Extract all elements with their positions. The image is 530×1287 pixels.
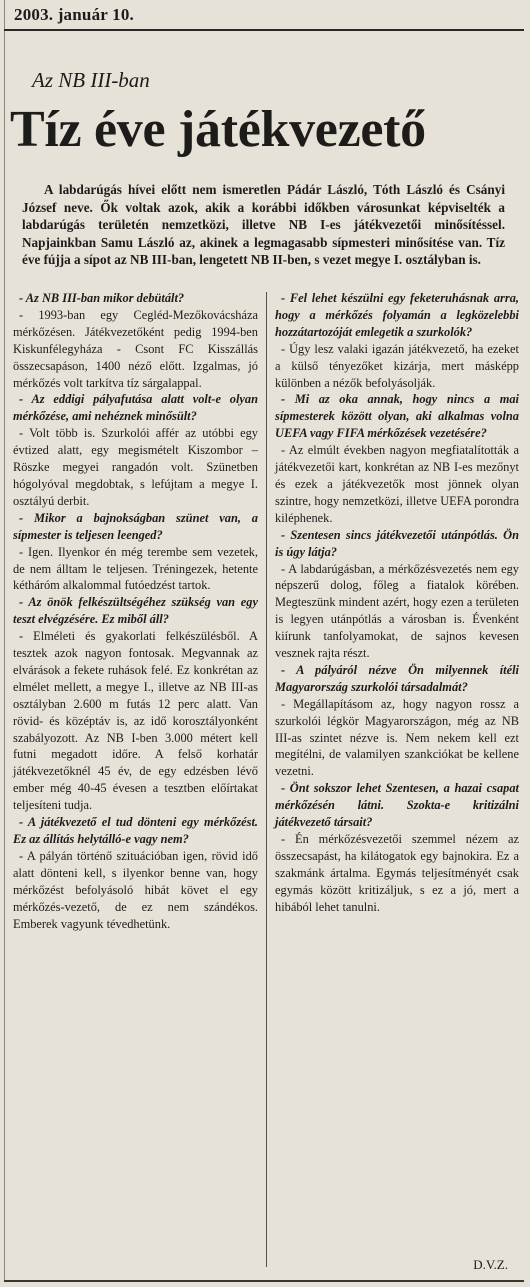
interview-answer: - A labdarúgásban, a mérkőzésvezetés nem egy népszerű dolog, főleg a fiatalok körében. Megteszünk mindent azért, hogy ezen a területen is legyen utánpótlás a városban is. Évenként kiírunk tanfolyamokat, de sajnos kevesen vesznek rajta részt. [275, 561, 519, 661]
interview-answer: - Volt több is. Szurkolói affér az utóbbi egy évtized alatt, egy megismételt Kiszombor – Röszke megyei rangadón volt. Szünetben hógolyóval megdobtak, s lefújtam a megye I. osztályú derbit. [13, 426, 258, 508]
author-signature: D.V.Z. [473, 1257, 508, 1272]
interview-question: - Szentesen sincs játékvezetői utánpótlás. Ön is úgy látja? [275, 527, 519, 559]
interview-question: - Önt sokszor lehet Szentesen, a hazai csapat mérkőzésén látni. Szokta-e kritizálni játékvezető társait? [275, 781, 519, 830]
interview-question: - Az NB III-ban mikor debütált? [19, 291, 185, 305]
interview-question: - A pályáról nézve Ön milyennek ítéli Magyarország szurkolói társadalmát? [275, 662, 519, 694]
date-bar [4, 0, 524, 31]
interview-question: - A játékvezető el tud dönteni egy mérkőzést. Ez az állítás helytálló-e vagy nem? [13, 815, 258, 846]
interview-answer: - Megállapításom az, hogy nagyon rossz a szurkolói légkör Magyarországon, még az NB III-as szintet nézve is. Nem nekem kell ezt megítélni, de valamilyen szankciókat be kellene vezetni. [275, 696, 519, 779]
interview-question: - Mi az oka annak, hogy nincs a mai sípmesterek között olyan, aki alkalmas volna UEFA vagy FIFA mérkőzések vezetésére? [275, 392, 519, 441]
left-column [13, 290, 258, 932]
interview-answer: - Elméleti és gyakorlati felkészülésből. A tesztek azok nagyon fontosak. Megvannak az elvárások a fekete ruhások felé. Ez konkrétan az elmélet mellett, a megye I., illetve az NB III-as osztályban 2.600 m futás 12 perc alatt. Van rövid- és középtáv is, az idő korosztályonként szabályozott. Az NB I-ben 3.000 métert kell futni megadott időre. A felső korhatár játékvezetőknél 45 év, de egy edzésben lévő ember még 40-45 évesen a tesztben előírtakat teljesíteni tudja. [13, 629, 258, 813]
page-edge-rule [4, 0, 5, 1282]
issue-date: 2003. január 10. [14, 5, 135, 24]
interview-answer: - Úgy lesz valaki igazán játékvezető, ha ezeket a külső tényezőket kizárja, mert másképp különben a nézők befolyásolják. [275, 341, 519, 390]
right-column [275, 290, 519, 916]
article-headline: Tíz éve játékvezető [10, 101, 426, 158]
column-divider [266, 292, 267, 1267]
bottom-rule [4, 1280, 524, 1282]
interview-answer: - 1993-ban egy Cegléd-Mezőkovácsháza mérkőzésen. Játékvezetőként pedig 1994-ben Kiskunfélegyháza - Csont FC Kisszállás összecsapáson, 1400 néző előtt. Izgalmas, jó mérkőzés volt tarkítva tíz sárgalappal. [13, 307, 258, 390]
article-lead: A labdarúgás hívei előtt nem ismeretlen Pádár László, Tóth László és Csányi József neve. Ők voltak azok, akik a korábbi időkben városunkat képviselték a labdarúgás területén nemzetközi, illetve NB I-es játékvezetői minősítéssel. Napjainkban Samu László az, akinek a legmagasabb sípmesteri minősítése van. Tíz éve fújja a sípot az NB III-ban, lengetett NB II-ben, s vezet megye I. osztályban is. [22, 182, 505, 267]
interview-question: - Az önök felkészültségéhez szükség van egy teszt elvégzésére. Ez miből áll? [13, 595, 258, 627]
interview-question: - Fel lehet készülni egy feketeruhásnak arra, hogy a mérkőzés folyamán a legközelebbi hozzátartozóját emlegetik a szurkolók? [275, 291, 519, 339]
interview-answer: - Igen. Ilyenkor én még terembe sem vezetek, de nem álltam le teljesen. Tréningezek, hetente kétháróm alkalommal futóedzést tartok. [13, 544, 258, 593]
interview-answer: - Az elmúlt években nagyon megfiatalították a játékvezetői kart, konkrétan az NB I-es mezőnyt és ezek a játékvezetők most jönnek olyan szintre, hogy nemzetközi, illetve UEFA porondra kiléphenek. [275, 443, 519, 525]
interview-question: - Az eddigi pályafutása alatt volt-e olyan mérkőzése, ami nehéznek minősült? [13, 392, 258, 424]
interview-answer: - A pályán történő szituációban igen, rövid idő alatt dönteni kell, s ilyenkor benne van, hogy mérkőzést befolyásoló hibát követ el egy mérkőzés-vezető, de ez nem szándékos. Emberek vagyunk tévedhetünk. [13, 848, 258, 931]
article-kicker: Az NB III-ban [32, 68, 150, 92]
interview-question: - Mikor a bajnokságban szünet van, a sípmester is teljesen leenged? [13, 510, 258, 542]
interview-answer: - Én mérkőzésvezetői szemmel nézem az összecsapást, ha kilátogatok egy bajnokira. Ez a szakmánk ártalma. Egymás teljesítményét csak egymás között kritizáljuk, s ez a jó, mert a hibából lehet tanulni. [275, 832, 519, 914]
